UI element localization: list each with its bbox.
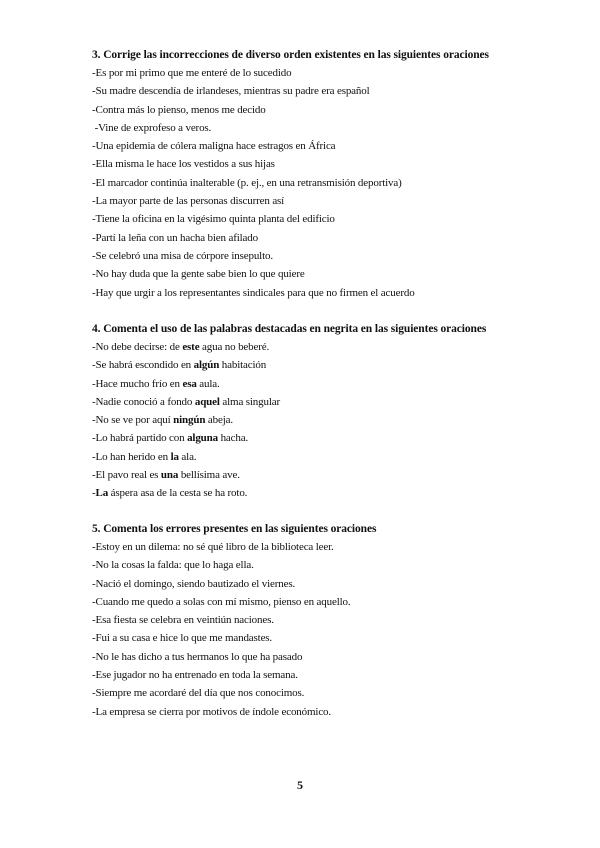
- list-item: [92, 375, 542, 393]
- list-item: -Vine de exprofeso a veros.: [92, 121, 212, 134]
- list-item: [92, 484, 542, 502]
- item-text: -Lo han herido en: [92, 450, 171, 463]
- list-item: -Nació el domingo, siendo bautizado el viernes.: [92, 577, 296, 590]
- list-item: -Esa fiesta se celebra en veintiún naciones.: [92, 614, 274, 627]
- list-item: -Ella misma le hace los vestidos a sus hijas: [92, 158, 275, 171]
- item-text: -: [92, 487, 96, 500]
- list-item: -La mayor parte de las personas discurren así: [92, 195, 285, 208]
- item-text: -No se ve por aquí: [92, 414, 174, 427]
- item-text: ala.: [178, 450, 197, 463]
- exercise-3-heading: 3. Corrige las incorrecciones de diverso orden existentes en las siguientes oraciones: [92, 49, 489, 61]
- exercise-5: [92, 520, 542, 721]
- highlighted-word: esa: [182, 377, 197, 390]
- list-item: -No hay duda que la gente sabe bien lo que quiere: [92, 268, 305, 281]
- list-item: [92, 466, 542, 484]
- item-text: -No debe decirse: de: [92, 341, 183, 353]
- list-item: -No la cosas la falda: que lo haga ella.: [92, 559, 254, 572]
- item-text: -Se habrá escondido en: [92, 359, 194, 372]
- highlighted-word: este: [182, 341, 200, 353]
- list-item: -No le has dicho a tus hermanos lo que ha pasado: [92, 650, 303, 663]
- list-item: [92, 338, 542, 356]
- item-text: -Nadie conoció a fondo: [92, 395, 195, 408]
- list-item: -Ese jugador no ha entrenado en toda la semana.: [92, 669, 298, 682]
- item-text: alma singular: [219, 395, 281, 408]
- list-item: -Contra más lo pienso, menos me decido: [92, 103, 266, 116]
- list-item: -Se celebró una misa de córpore insepulto.: [92, 249, 273, 262]
- highlighted-word: alguna: [187, 432, 218, 445]
- list-item: -Una epidemia de cólera maligna hace estragos en África: [92, 140, 336, 153]
- highlighted-word: una: [160, 469, 179, 482]
- exercise-4: [92, 320, 542, 503]
- list-item: -Es por mi primo que me enteré de lo sucedido: [92, 67, 292, 79]
- highlighted-word: aquel: [194, 395, 220, 408]
- list-item: -Cuando me quedo a solas con mí mismo, pienso en aquello.: [92, 595, 351, 608]
- item-text: -Hace mucho frío en: [92, 377, 183, 390]
- highlighted-word: La: [95, 487, 109, 500]
- item-text: bellísima ave.: [178, 469, 240, 482]
- page-number: 5: [297, 778, 303, 792]
- item-text: áspera asa de la cesta se ha roto.: [108, 487, 248, 500]
- list-item: -Partí la leña con un hacha bien afilado: [92, 231, 258, 244]
- list-item: -Hay que urgir a los representantes sindicales para que no firmen el acuerdo: [92, 286, 415, 299]
- item-text: abeja.: [205, 414, 233, 427]
- list-item: [92, 411, 542, 429]
- list-item: -La empresa se cierra por motivos de índole económico.: [92, 705, 332, 718]
- exercise-5-heading: 5. Comenta los errores presentes en las siguientes oraciones: [92, 523, 377, 535]
- list-item: [92, 448, 542, 466]
- exercise-3: [92, 46, 542, 302]
- highlighted-word: algún: [193, 359, 220, 372]
- list-item: -Estoy en un dilema: no sé qué libro de la biblioteca leer.: [92, 541, 334, 553]
- item-text: aula.: [196, 377, 220, 390]
- item-text: hacha.: [217, 432, 249, 445]
- highlighted-word: la: [170, 450, 179, 463]
- list-item: [92, 356, 542, 374]
- list-item: -El marcador continúa inalterable (p. ej., en una retransmisión deportiva): [92, 176, 402, 189]
- list-item: -Tiene la oficina en la vigésimo quinta planta del edificio: [92, 213, 335, 226]
- list-item: [92, 393, 542, 411]
- list-item: -Su madre descendía de irlandeses, mientras su padre era español: [92, 85, 370, 98]
- item-text: agua no beberé.: [199, 341, 270, 353]
- item-text: -Lo habrá partido con: [92, 432, 188, 445]
- highlighted-word: ningún: [173, 414, 206, 427]
- item-text: habitación: [219, 359, 267, 372]
- exercise-4-heading: 4. Comenta el uso de las palabras destacadas en negrita en las siguientes oraciones: [92, 323, 487, 335]
- list-item: -Siempre me acordaré del día que nos conocimos.: [92, 687, 305, 700]
- list-item: -Fui a su casa e hice lo que me mandastes.: [92, 632, 273, 645]
- item-text: -El pavo real es: [92, 469, 161, 482]
- list-item: [92, 429, 542, 447]
